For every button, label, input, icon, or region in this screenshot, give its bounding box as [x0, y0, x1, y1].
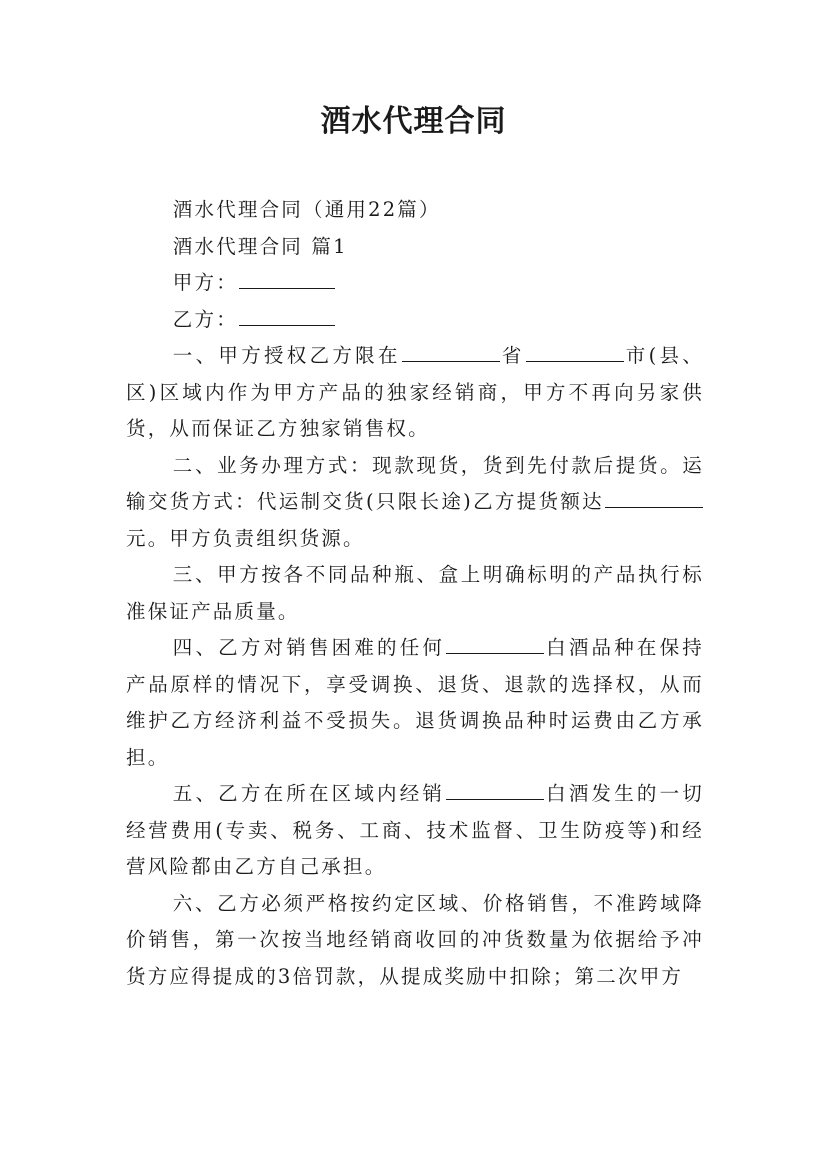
- party-a-line: 甲方：: [126, 265, 704, 302]
- clause-3: 三、甲方按各不同品种瓶、盒上明确标明的产品执行标准保证产品质量。: [126, 563, 704, 623]
- clause-5: 五、乙方在所在区域内经销 白酒发生的一切经营费用(专卖、税务、工商、技术监督、卫生防疫等)和经营风险都由乙方自己承担。: [126, 776, 704, 886]
- document-body: [126, 192, 704, 995]
- clause-1: 一、甲方授权乙方限在 省 市(县、区)区域内作为甲方产品的独家经销商，甲方不再向另家供货，从而保证乙方独家销售权。: [126, 338, 704, 448]
- clause-6: 六、乙方必须严格按约定区域、价格销售，不准跨域降价销售，第一次按当地经销商收回的冲货数量为依据给予冲货方应得提成的3倍罚款，从提成奖励中扣除；第二次甲方: [126, 891, 704, 988]
- blank-amount: [605, 485, 703, 508]
- blank-product: [446, 631, 544, 654]
- subtitle-line: 酒水代理合同（通用22篇）: [172, 198, 441, 221]
- blank-party-b: [239, 303, 335, 326]
- document-title: 酒水代理合同: [320, 104, 507, 139]
- blank-city: [526, 339, 624, 362]
- clause-2: 二、业务办理方式：现款现货，货到先付款后提货。运输交货方式：代运制交货(只限长途)乙方提货额达元。甲方负责组织货源。: [126, 453, 704, 550]
- blank-party-a: [239, 266, 335, 289]
- blank-product-2: [446, 777, 544, 800]
- blank-province: [402, 339, 500, 362]
- party-b-line: 乙方：: [126, 302, 704, 339]
- section-heading: 酒水代理合同 篇1: [172, 234, 348, 258]
- clause-4: 四、乙方对销售困难的任何 白酒品种在保持产品原样的情况下，享受调换、退货、退款的选择权，从而维护乙方经济利益不受损失。退货调换品种时运费由乙方承担。: [126, 630, 704, 776]
